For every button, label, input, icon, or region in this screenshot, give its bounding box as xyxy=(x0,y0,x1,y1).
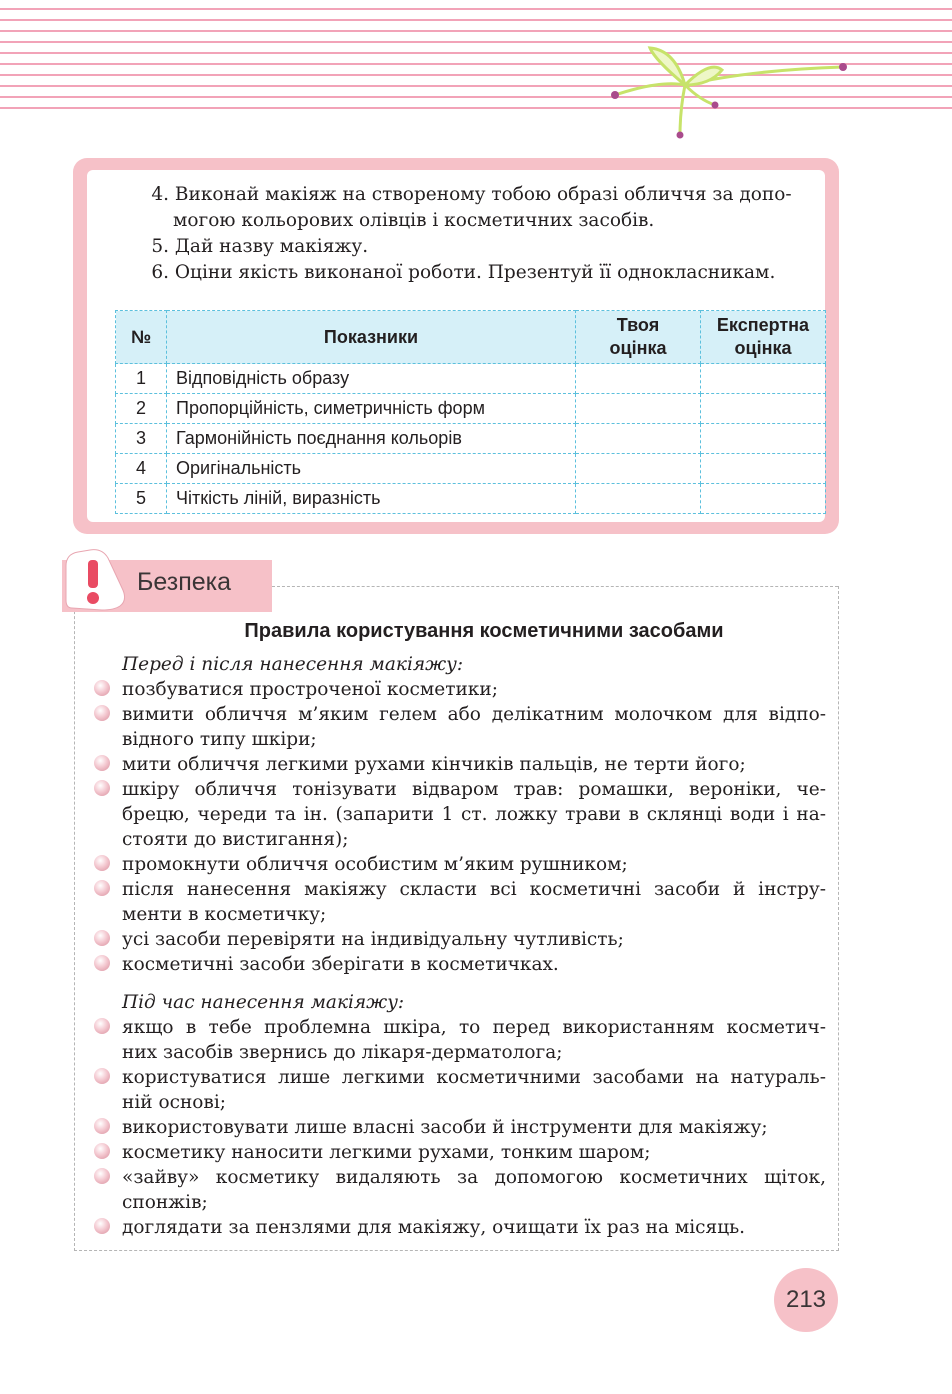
rule-line: промокнути обличчя особистим м’яким рушником; xyxy=(122,854,628,875)
rule-line: вимити обличчя м’яким гелем або делікатним молочком для відпо- xyxy=(122,704,826,725)
table-row xyxy=(116,394,826,424)
rule-line: них засобів звернись до лікаря-дерматолога; xyxy=(122,1042,563,1063)
bullet-icon xyxy=(94,780,110,796)
row-number: 3 xyxy=(116,424,167,454)
own-score-cell[interactable] xyxy=(576,394,701,424)
ribbon-bow-icon xyxy=(600,40,860,150)
rule-line: відного типу шкіри; xyxy=(122,729,317,750)
bullet-icon xyxy=(94,955,110,971)
rule-line: спонжів; xyxy=(122,1192,208,1213)
table-row xyxy=(116,424,826,454)
col-indicators-header: Показники xyxy=(167,311,576,364)
rule-line: стояти до вистигання); xyxy=(122,829,349,850)
bullet-icon xyxy=(94,1168,110,1184)
bullet-icon xyxy=(94,705,110,721)
evaluation-table xyxy=(115,310,826,514)
safety-box-top-border xyxy=(272,586,838,587)
table-row xyxy=(116,454,826,484)
table-header-row xyxy=(116,311,826,364)
rule-line: користуватися лише легкими косметичними засобами на натураль- xyxy=(122,1067,826,1088)
own-score-cell[interactable] xyxy=(576,424,701,454)
rule-line: доглядати за пензлями для макіяжу, очищати їх раз на місяць. xyxy=(122,1217,746,1238)
bullet-icon xyxy=(94,1143,110,1159)
rule-line: використовувати лише власні засоби й інструменти для макіяжу; xyxy=(122,1117,768,1138)
col-expert-score-header: Експертна оцінка xyxy=(701,311,826,364)
bullet-icon xyxy=(94,855,110,871)
rule-line: після нанесення макіяжу скласти всі косметичні засоби й інстру- xyxy=(122,879,826,900)
col-own-score-header: Твоя оцінка xyxy=(576,311,701,364)
bullet-icon xyxy=(94,930,110,946)
expert-score-cell[interactable] xyxy=(701,424,826,454)
expert-score-cell[interactable] xyxy=(701,454,826,484)
row-number: 4 xyxy=(116,454,167,484)
rule-line: ній основі; xyxy=(122,1092,226,1113)
rule-line: якщо в тебе проблемна шкіра, то перед використанням косметич- xyxy=(122,1017,826,1038)
rule-line: косметику наносити легкими рухами, тонким шаром; xyxy=(122,1142,651,1163)
row-number: 1 xyxy=(116,364,167,394)
task-5: 5. Дай назву макіяжу. xyxy=(151,236,369,257)
bullet-icon xyxy=(94,1018,110,1034)
bullet-icon xyxy=(94,1068,110,1084)
bullet-icon xyxy=(94,1118,110,1134)
rule-line: мити обличчя легкими рухами кінчиків пальців, не терти його; xyxy=(122,754,746,775)
task-4-line-1: 4. Виконай макіяж на створеному тобою образі обличчя за допо- xyxy=(151,184,792,205)
rule-line: косметичні засоби зберігати в косметичках. xyxy=(122,954,559,975)
task-panel xyxy=(87,170,825,522)
row-indicator: Чіткість ліній, виразність xyxy=(167,484,576,514)
rules-heading: Правила користування косметичними засобами xyxy=(244,620,724,642)
rule-line: усі засоби перевіряти на індивідуальну чутливість; xyxy=(122,929,624,950)
task-4-line-2: могою кольорових олівців і косметичних засобів. xyxy=(173,210,655,231)
page-number: 213 xyxy=(785,1286,827,1313)
row-indicator: Гармонійність поєднання кольорів xyxy=(167,424,576,454)
warning-exclamation-icon xyxy=(62,548,132,612)
task-box xyxy=(73,158,839,534)
own-score-cell[interactable] xyxy=(576,454,701,484)
row-number: 2 xyxy=(116,394,167,424)
table-row xyxy=(116,484,826,514)
bullet-icon xyxy=(94,755,110,771)
safety-label: Безпека xyxy=(137,568,232,596)
rule-line: позбуватися простроченої косметики; xyxy=(122,679,498,700)
rule-line: менти в косметичку; xyxy=(122,904,327,925)
bullet-icon xyxy=(94,680,110,696)
bullet-icon xyxy=(94,1218,110,1234)
rule-line: «зайву» косметику видаляють за допомогою косметичних щіток, xyxy=(122,1167,826,1188)
before-makeup-subtitle: Перед і після нанесення макіяжу: xyxy=(122,654,464,675)
own-score-cell[interactable] xyxy=(576,364,701,394)
row-indicator: Оригінальність xyxy=(167,454,576,484)
expert-score-cell[interactable] xyxy=(701,484,826,514)
row-number: 5 xyxy=(116,484,167,514)
table-row xyxy=(116,364,826,394)
col-number-header: № xyxy=(116,311,167,364)
rule-line: брецю, череди та ін. (запарити 1 ст. ложку трави в склянці води і на- xyxy=(122,804,826,825)
expert-score-cell[interactable] xyxy=(701,364,826,394)
expert-score-cell[interactable] xyxy=(701,394,826,424)
rule-line: шкіру обличчя тонізувати відваром трав: ромашки, вероніки, че- xyxy=(122,779,826,800)
bullet-icon xyxy=(94,880,110,896)
row-indicator: Відповідність образу xyxy=(167,364,576,394)
task-6: 6. Оціни якість виконаної роботи. Презентуй її однокласникам. xyxy=(151,262,776,283)
during-makeup-subtitle: Під час нанесення макіяжу: xyxy=(122,992,405,1013)
row-indicator: Пропорційність, симетричність форм xyxy=(167,394,576,424)
own-score-cell[interactable] xyxy=(576,484,701,514)
